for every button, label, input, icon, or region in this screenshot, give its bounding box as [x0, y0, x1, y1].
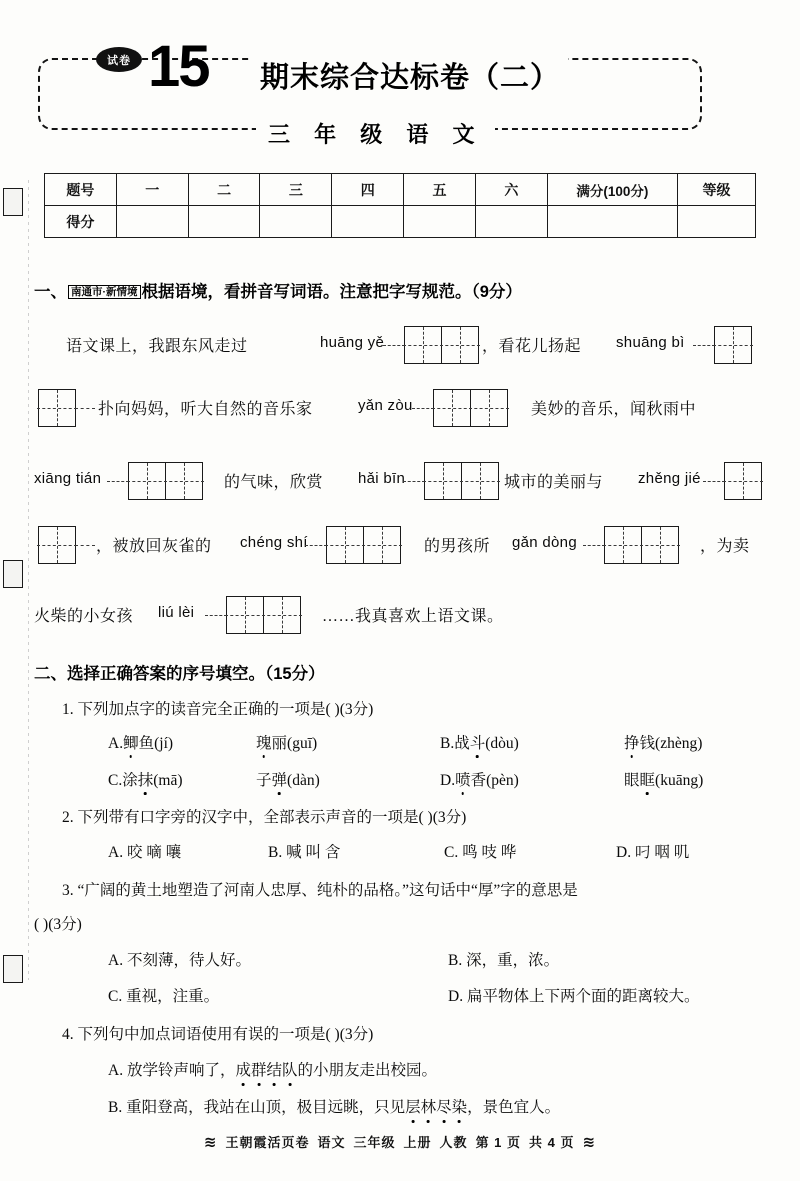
- s1-line1-text1: 语文课上，我跟东风走过: [66, 338, 248, 355]
- s1-line3-pinyin1: xiāng tián: [34, 470, 102, 487]
- grid-cell[interactable]: [227, 597, 264, 633]
- grid-cell[interactable]: [129, 463, 166, 499]
- grid-cell[interactable]: [715, 327, 751, 363]
- q1-a-label: A.: [108, 735, 124, 752]
- score-col-3: 三: [260, 174, 332, 206]
- q1-a-word: 鱼: [138, 735, 155, 752]
- grid-cell[interactable]: [39, 390, 75, 426]
- margin-dashed-rule: [28, 180, 29, 980]
- q1-c-label: C.: [108, 772, 123, 789]
- s1-line5-grid1[interactable]: [226, 596, 301, 634]
- s1-line4-text1: ，被放回灰雀的: [96, 538, 212, 555]
- q2-stem: 2. 下列带有口字旁的汉字中，全部表示声音的一项是( )(3分): [62, 809, 467, 826]
- paper-badge: 试卷: [96, 47, 142, 72]
- grid-cell[interactable]: [725, 463, 761, 499]
- q1-opt-d[interactable]: [440, 768, 519, 790]
- s1-line1-pinyin1: huāng yě: [320, 334, 385, 351]
- q1-d-dotted-char: 喷: [455, 772, 471, 789]
- s1-line1-pinyin2: shuāng bì: [616, 334, 685, 351]
- section-1-number: 一、: [34, 283, 67, 301]
- score-cell-4[interactable]: [332, 206, 404, 238]
- q2-opt-d[interactable]: D. 叼 咽 叽: [616, 844, 690, 861]
- s1-line3-grid3[interactable]: [724, 462, 762, 500]
- score-col-4: 四: [332, 174, 404, 206]
- score-cell-grade[interactable]: [677, 206, 755, 238]
- q1-a-dotted-char: 鲫: [123, 735, 139, 752]
- q1-b2-dotted-char: 挣: [624, 735, 640, 752]
- paper-number: 15: [148, 34, 209, 99]
- margin-seal-mark-2: [3, 560, 23, 588]
- score-cell-2[interactable]: [188, 206, 260, 238]
- s1-line3-pinyin2: hǎi bīn: [358, 470, 406, 487]
- q4-opt-b[interactable]: [108, 1095, 560, 1117]
- footer-wave-left: ≋: [203, 1134, 218, 1151]
- s1-line4-pinyin1: chéng shí: [240, 534, 308, 551]
- footer-grade: 三年级: [353, 1135, 396, 1150]
- score-table: [44, 173, 756, 238]
- section-1-heading: [34, 278, 522, 302]
- q3-opt-c[interactable]: C. 重视，注重。: [108, 988, 220, 1005]
- table-row-scores: [45, 206, 756, 238]
- footer-page: 第 1 页: [475, 1135, 522, 1150]
- q3-stem-line1: 3. “广阔的黄土地塑造了河南人忠厚、纯朴的品格。”这句话中“厚”字的意思是: [62, 882, 578, 899]
- q1-b2-pron: (zhèng): [655, 735, 703, 752]
- q4-b-pre: B. 重阳登高，我站在山顶，极目远眺，只见: [108, 1099, 406, 1116]
- s1-line2-text2: 美妙的音乐，闻秋雨中: [531, 401, 697, 418]
- table-row-header: [45, 174, 756, 206]
- section-1-tag: 南通市·新情境: [68, 285, 141, 299]
- score-cell-3[interactable]: [260, 206, 332, 238]
- section-2-title: 选择正确答案的序号填空。（15分）: [67, 665, 325, 683]
- q1-opt-a2[interactable]: [256, 731, 317, 753]
- s1-line1-grid1[interactable]: [404, 326, 479, 364]
- q1-opt-b2[interactable]: [624, 731, 702, 753]
- grid-cell[interactable]: [434, 390, 471, 426]
- q1-c2-pron: (dàn): [287, 772, 320, 789]
- grid-cell[interactable]: [166, 463, 202, 499]
- q1-d2-pron: (kuāng): [655, 772, 704, 789]
- q2-opt-a[interactable]: A. 咬 嘀 嚷: [108, 844, 182, 861]
- s1-line5-pinyin1: liú lèi: [158, 604, 195, 621]
- q1-b-word: 战: [454, 735, 470, 752]
- s1-line3-text1: 的气味，欣赏: [224, 474, 324, 491]
- s1-line2-grid2[interactable]: [433, 389, 508, 427]
- q1-b-dotted-char: 斗: [469, 735, 486, 752]
- footer-total: 共 4 页: [529, 1135, 575, 1150]
- margin-seal-mark-3: [3, 955, 23, 983]
- s1-line5-text2: ……我真喜欢上语文课。: [322, 608, 504, 625]
- s1-line2-text1: 扑向妈妈，听大自然的音乐家: [98, 401, 313, 418]
- s1-line3-grid2[interactable]: [424, 462, 499, 500]
- score-col-2: 二: [188, 174, 260, 206]
- score-row-label-2: 得分: [45, 206, 117, 238]
- q1-b2-word: 钱: [639, 735, 656, 752]
- score-cell-full[interactable]: [547, 206, 677, 238]
- q1-c-dotted-char: 抹: [137, 772, 154, 789]
- score-col-6: 六: [475, 174, 547, 206]
- s1-line3-grid1[interactable]: [128, 462, 203, 500]
- footer-edition: 人教: [439, 1135, 468, 1150]
- q1-b-pron: (dòu): [485, 735, 519, 752]
- q1-c-word: 涂: [122, 772, 138, 789]
- s1-line1-grid2[interactable]: [714, 326, 752, 364]
- q1-a2-dotted-char: 瑰: [256, 735, 272, 752]
- q1-a2-word: 丽: [271, 735, 288, 752]
- grid-cell[interactable]: [462, 463, 498, 499]
- s1-line4-text3: ，为卖: [700, 538, 750, 555]
- grid-cell[interactable]: [605, 527, 642, 563]
- grid-cell[interactable]: [327, 527, 364, 563]
- q1-opt-b[interactable]: [440, 731, 519, 753]
- score-col-1: 一: [116, 174, 188, 206]
- q3-opt-d[interactable]: D. 扁平物体上下两个面的距离较大。: [448, 988, 700, 1005]
- q1-opt-d2[interactable]: [624, 768, 703, 790]
- page-footer: [0, 1132, 800, 1151]
- grid-cell[interactable]: [364, 527, 400, 563]
- footer-volume: 上册: [403, 1135, 432, 1150]
- q1-opt-c2[interactable]: [256, 768, 320, 790]
- q1-c2-word: 子: [256, 772, 272, 789]
- q1-a-pron: (jí): [154, 735, 174, 752]
- q1-opt-c[interactable]: [108, 768, 183, 790]
- q3-stem-line2: ( )(3分): [34, 916, 82, 933]
- grid-cell[interactable]: [405, 327, 442, 363]
- grid-cell[interactable]: [471, 390, 507, 426]
- score-col-5: 五: [404, 174, 476, 206]
- q4-a-post: 的小朋友走出校园。: [297, 1062, 438, 1079]
- q1-c2-dotted-char: 弹: [271, 772, 288, 789]
- s1-line2-pinyin1: yǎn zòu: [358, 397, 413, 414]
- score-cell-5[interactable]: [404, 206, 476, 238]
- s1-line4-grid2[interactable]: [326, 526, 401, 564]
- page-header: [0, 0, 800, 147]
- grid-cell[interactable]: [425, 463, 462, 499]
- q1-d-label: D.: [440, 772, 456, 789]
- q4-b-post: ，景色宜人。: [467, 1099, 561, 1116]
- page-subtitle: 三 年 级 语 文: [256, 118, 495, 149]
- q4-b-dotted-phrase: 层林尽染: [405, 1095, 467, 1117]
- section-2-heading: [34, 660, 325, 684]
- s1-line4-grid3[interactable]: [604, 526, 679, 564]
- footer-subject: 语文: [317, 1135, 346, 1150]
- q4-a-pre: A. 放学铃声响了，: [108, 1062, 236, 1079]
- score-cell-1[interactable]: [116, 206, 188, 238]
- score-col-grade: 等级: [677, 174, 755, 206]
- q1-d2-dotted-char: 眶: [639, 772, 656, 789]
- section-1-title: 根据语境，看拼音写词语。注意把字写规范。（9分）: [141, 283, 522, 301]
- score-col-full: 满分(100分): [547, 174, 677, 206]
- grid-cell[interactable]: [264, 597, 300, 633]
- q1-d-word: 香: [470, 772, 487, 789]
- q1-d2-word: 眼: [624, 772, 640, 789]
- score-cell-6[interactable]: [475, 206, 547, 238]
- q1-opt-a[interactable]: [108, 731, 173, 753]
- section-2-number: 二、: [34, 665, 67, 683]
- q1-stem: 1. 下列加点字的读音完全正确的一项是( )(3分): [62, 701, 374, 718]
- s1-line3-text2: 城市的美丽与: [504, 474, 604, 491]
- s1-line5-text1: 火柴的小女孩: [34, 608, 134, 625]
- footer-wave-right: ≋: [582, 1134, 597, 1151]
- q4-opt-a[interactable]: [108, 1058, 437, 1080]
- grid-cell[interactable]: [442, 327, 478, 363]
- q1-b-label: B.: [440, 735, 455, 752]
- score-row-label-1: 题号: [45, 174, 117, 206]
- page-title: 期末综合达标卷（二）: [252, 55, 568, 96]
- q4-a-dotted-phrase: 成群结队: [235, 1058, 297, 1080]
- grid-cell[interactable]: [39, 527, 75, 563]
- q2-opt-c[interactable]: C. 鸣 吱 哗: [444, 844, 517, 861]
- footer-brand: 王朝霞活页卷: [225, 1135, 310, 1150]
- s1-line4-grid1[interactable]: [38, 526, 76, 564]
- q1-a2-pron: (guī): [287, 735, 318, 752]
- s1-line4-pinyin2: gǎn dòng: [512, 534, 577, 551]
- q2-opt-b[interactable]: B. 喊 叫 含: [268, 844, 341, 861]
- s1-line4-text2: 的男孩所: [424, 538, 491, 555]
- q3-opt-b[interactable]: B. 深，重，浓。: [448, 952, 560, 969]
- q4-stem: 4. 下列句中加点词语使用有误的一项是( )(3分): [62, 1026, 374, 1043]
- s1-line3-pinyin3: zhěng jié: [638, 470, 701, 487]
- s1-line2-grid1[interactable]: [38, 389, 76, 427]
- margin-seal-mark-1: [3, 188, 23, 216]
- grid-cell[interactable]: [642, 527, 678, 563]
- q3-opt-a[interactable]: A. 不刻薄，待人好。: [108, 952, 251, 969]
- q1-d-pron: (pèn): [486, 772, 519, 789]
- q1-c-pron: (mā): [153, 772, 183, 789]
- s1-line1-text2: ，看花儿扬起: [482, 338, 582, 355]
